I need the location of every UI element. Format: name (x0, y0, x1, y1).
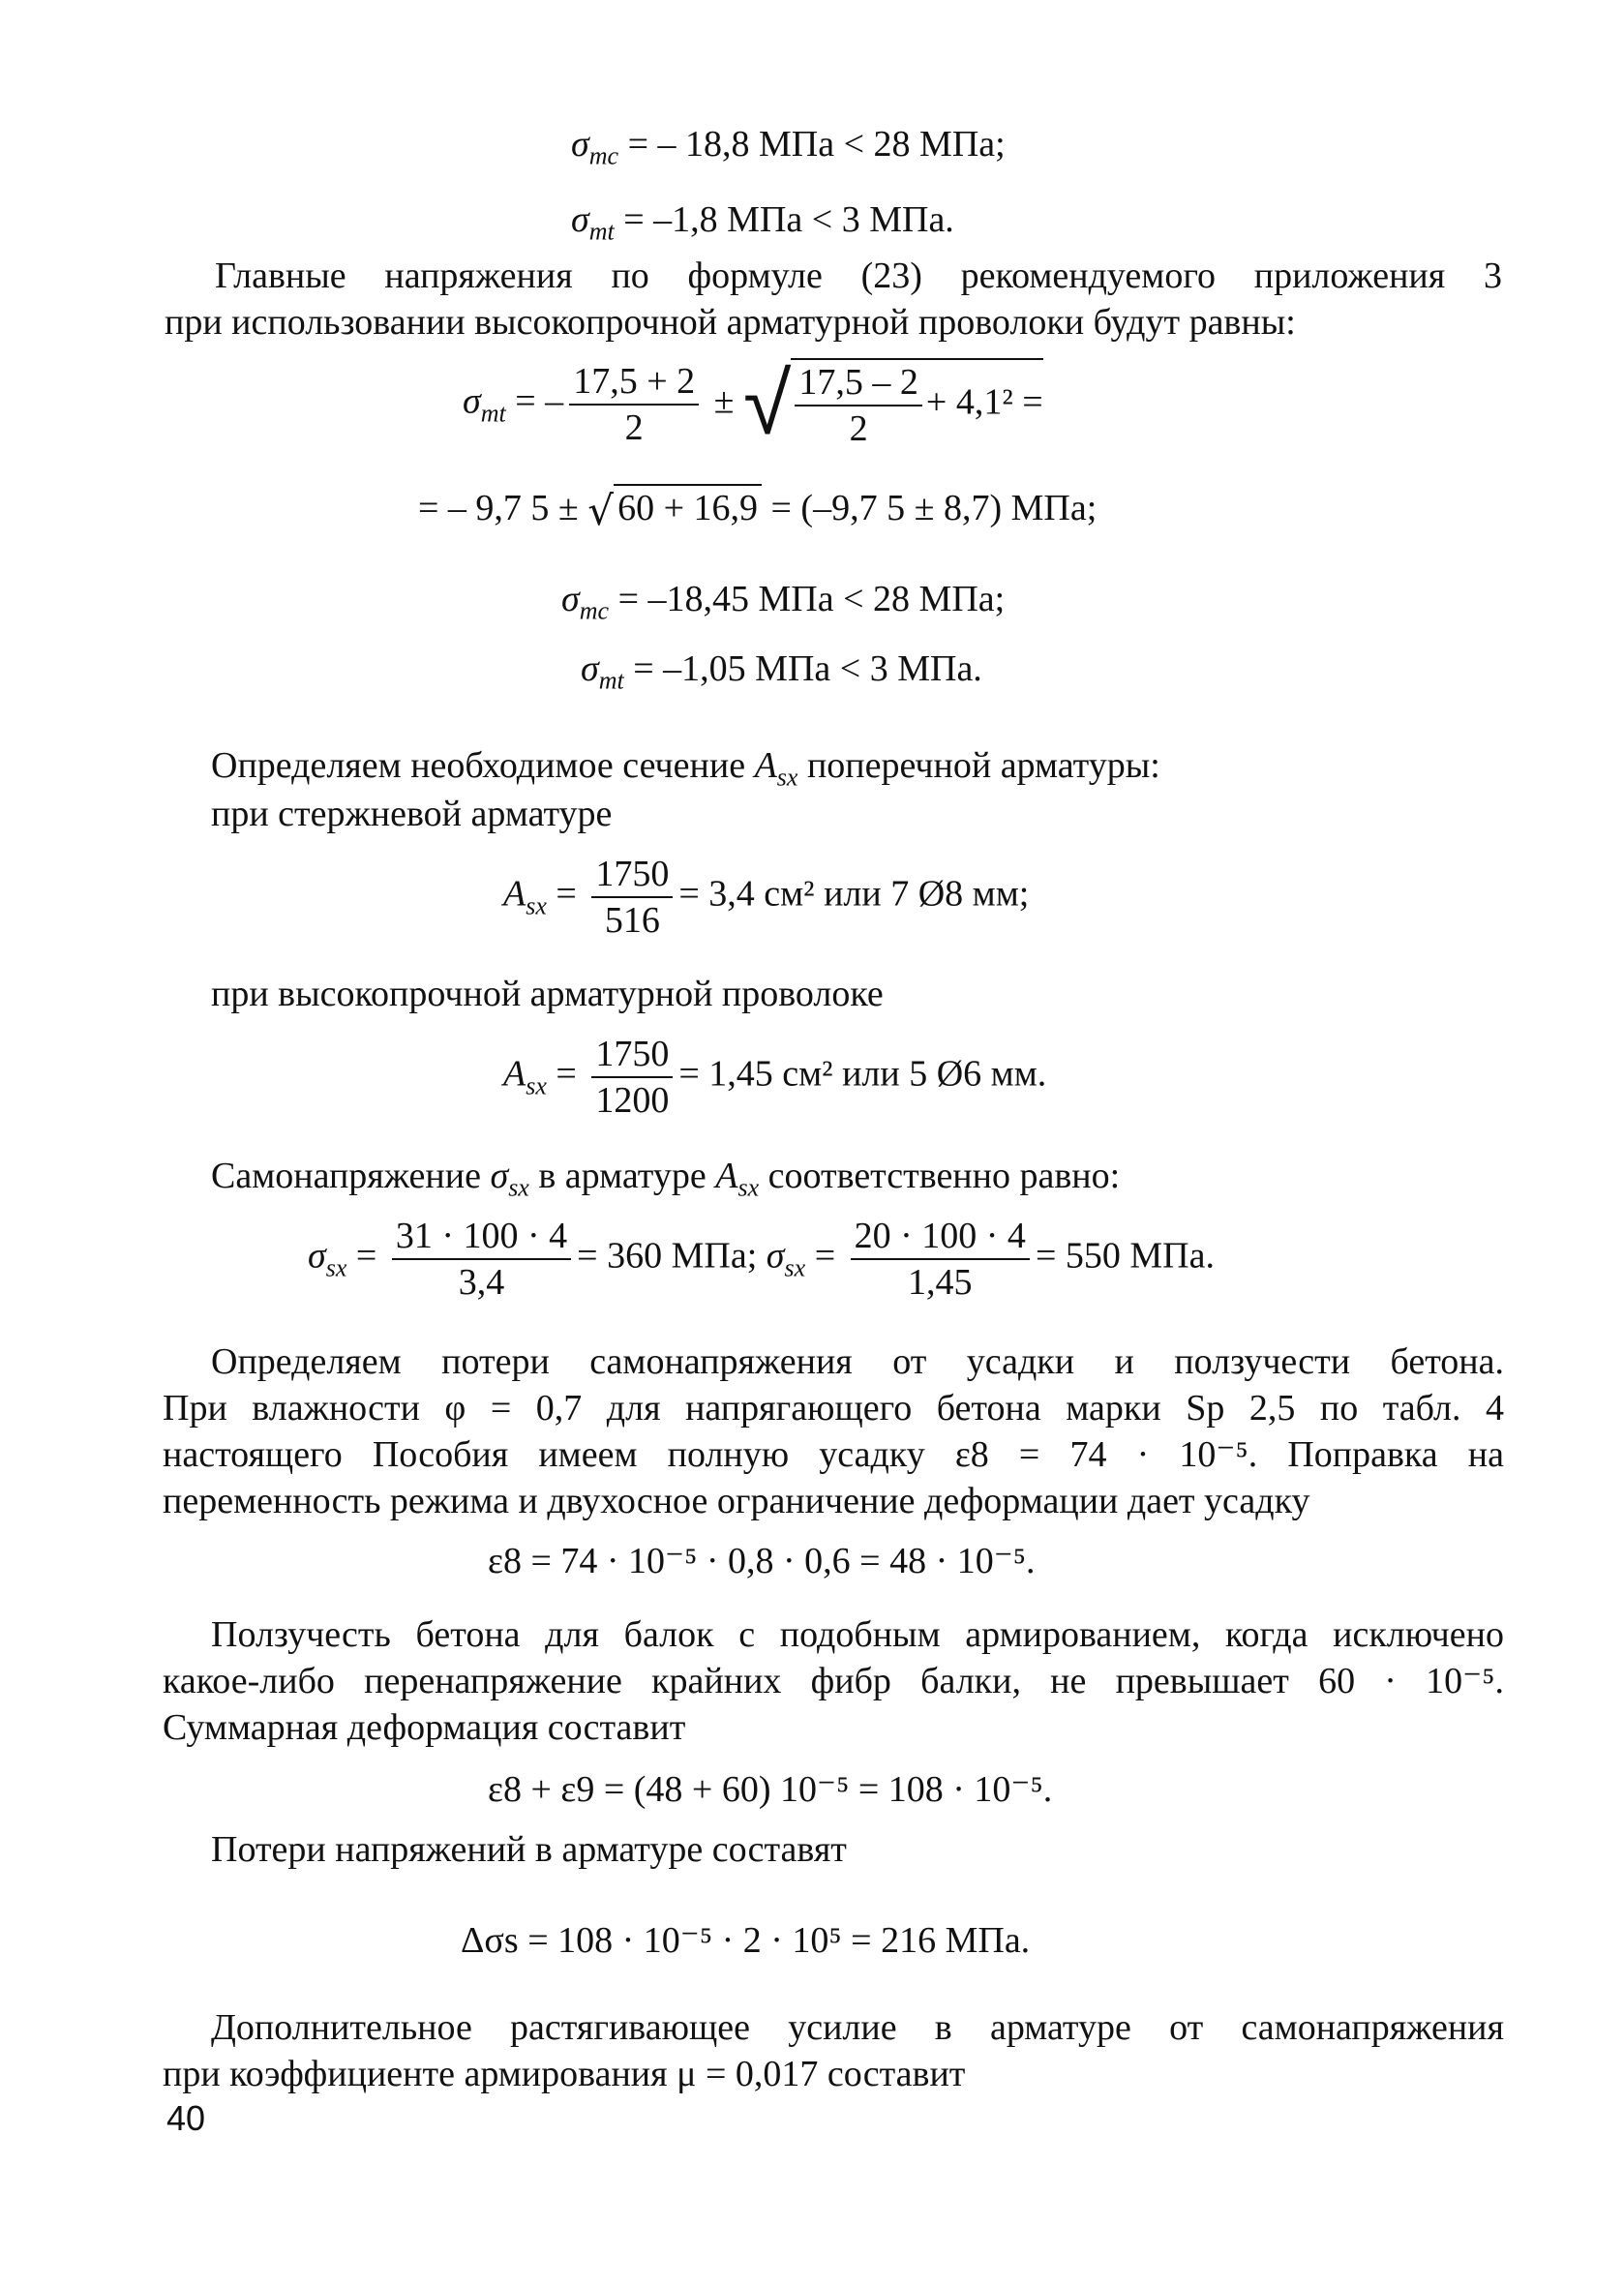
equation-shrinkage: ε8 = 74 · 10⁻⁵ · 0,8 · 0,6 = 48 · 10⁻⁵. (488, 1541, 1036, 1581)
equation-asx-wire: $A_{sx}$ = $\frac{1750}{1200}$ = 1,45 см² или 5 Ø6 мм. (503, 1034, 1047, 1121)
paragraph-principal-stresses-line2: при использовании высокопрочной арматурной проволоки будут равны: (165, 302, 1296, 343)
equation-total-deformation: ε8 + ε9 = (48 + 60) 10⁻⁵ = 108 · 10⁻⁵. (488, 1769, 1053, 1810)
equation-sigma-sx: $\sigma_{sx}$ = $\frac{31 \cdot 100 \cdot 4}{3,4}$ = 360 МПа; $\sigma_{sx}$ = $\frac{20 \cdot 100 \cdot 4}{1,45}$ = 550 МПа. (308, 1216, 1215, 1303)
paragraph-shrinkage-line2: При влажности φ = 0,7 для напрягающего бетона марки Sp 2,5 по табл. 4 (163, 1388, 1504, 1429)
paragraph-creep-line3: Суммарная деформация составит (163, 1707, 686, 1748)
paragraph-additional-force-line2: при коэффициенте армирования μ = 0,017 составит (163, 2054, 966, 2094)
paragraph-creep-line2: какое-либо перенапряжение крайних фибр балки, не превышает 60 · 10⁻⁵. (163, 1661, 1504, 1701)
radical-sign-icon: √ (587, 487, 615, 535)
equation-asx-rod: $A_{sx}$ = $\frac{1750}{516}$ = 3,4 см² или 7 Ø8 мм; (503, 854, 1030, 941)
equation-sigma-mc-1: $\sigma_{mc}$ = – 18,8 МПа < 28 МПа; (571, 124, 1006, 170)
equation-principal-stress-formula: $\sigma_{mt}$ = – $\frac{17,5 + 2}{2}$ ± √ $\frac{17,5 - 2}{2}$ + 4,1² = (463, 353, 1043, 455)
equation-principal-stress-result: = – 9,7 5 ± √ 60 + 16,9 = (–9,7 5 ± 8,7) МПа; (418, 484, 1097, 533)
paragraph-required-section: Определяем необходимое сечение $A_{sx}$ поперечной арматуры: (211, 745, 1160, 792)
paragraph-wire-reinforcement: при высокопрочной арматурной проволоке (211, 974, 884, 1014)
paragraph-shrinkage-line1: Определяем потери самонапряжения от усадки и ползучести бетона. (211, 1341, 1504, 1382)
paragraph-shrinkage-line3: настоящего Пособия имеем полную усадку ε8 = 74 · 10⁻⁵. Поправка на (163, 1434, 1504, 1475)
equation-delta-sigma: Δσs = 108 · 10⁻⁵ · 2 · 10⁵ = 216 МПа. (461, 1920, 1031, 1961)
paragraph-self-stress: Самонапряжение $\sigma_{sx}$ в арматуре $A_{sx}$ соответственно равно: (211, 1156, 1121, 1202)
paragraph-rod-reinforcement: при стержневой арматуре (211, 794, 613, 834)
equation-sigma-mt-2: $\sigma_{mt} = -1,05$ МПа < 3 МПа. (581, 648, 982, 695)
equation-sigma-mc-2: $\sigma_{mc} = -18,45$ МПа < 28 МПа; (561, 579, 1006, 625)
paragraph-principal-stresses-line1: Главные напряжения по формуле (23) рекомендуемого приложения 3 (215, 256, 1502, 296)
paragraph-stress-losses: Потери напряжений в арматуре составят (211, 1829, 847, 1870)
paragraph-additional-force-line1: Дополнительное растягивающее усилие в арматуре от самонапряжения (211, 2007, 1504, 2048)
equation-sigma-mt-1: $\sigma_{mt} = -1,8$ МПа < 3 МПа. (571, 199, 954, 246)
page-number: 40 (166, 2098, 206, 2138)
paragraph-creep-line1: Ползучесть бетона для балок с подобным армированием, когда исключено (211, 1614, 1504, 1655)
radical-sign-icon: √ (742, 353, 792, 455)
paragraph-shrinkage-line4: переменность режима и двухосное ограничение деформации дает усадку (163, 1481, 1310, 1521)
